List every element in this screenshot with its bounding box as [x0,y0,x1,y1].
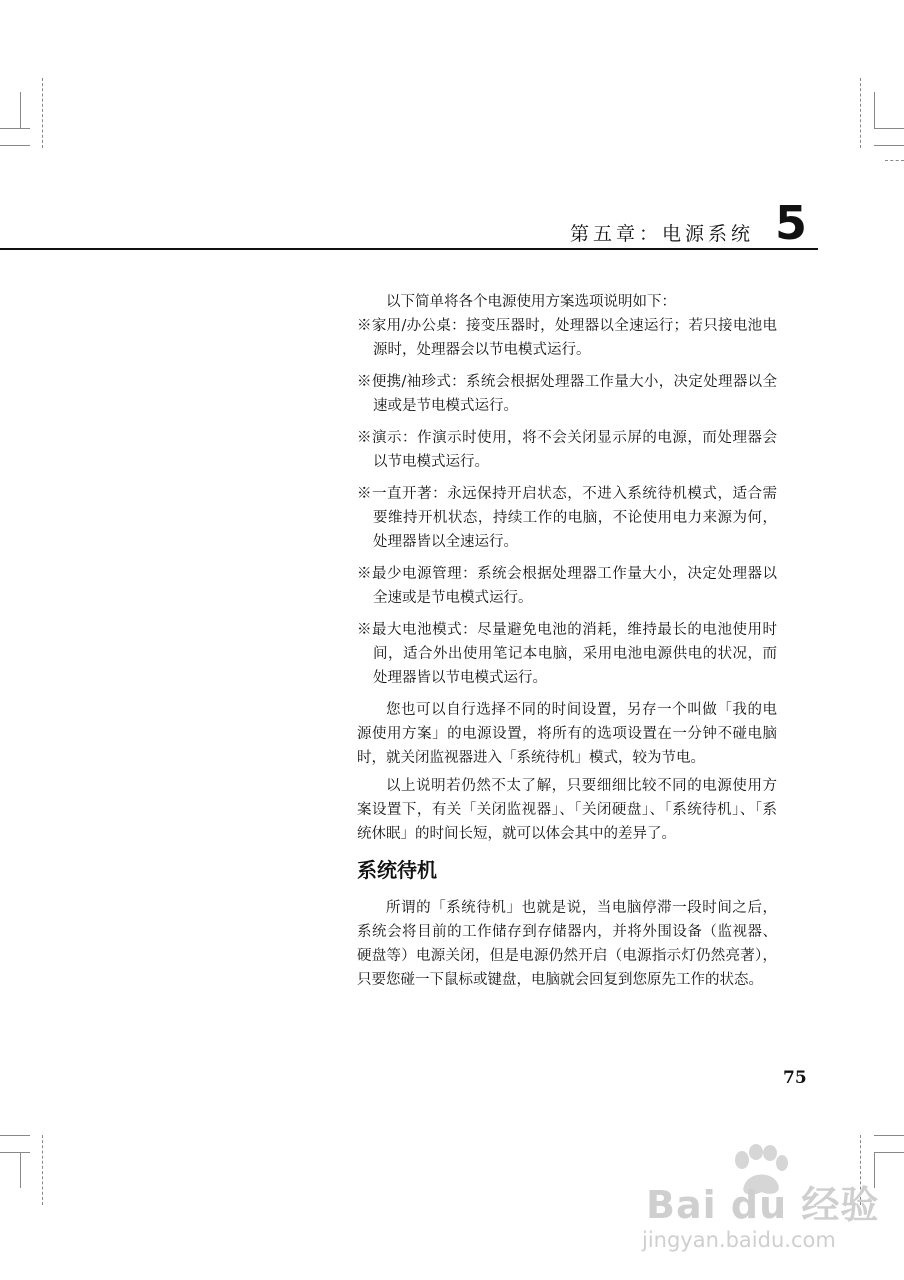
crop-mark [20,92,21,128]
list-item: ※一直开著：永远保持开启状态，不进入系统待机模式，适合需要维持开机状态，持续工作的电脑，不论使用电力来源为何，处理器皆以全速运行。 [357,486,777,550]
list-item: ※演示：作演示时使用，将不会关闭显示屏的电源，而处理器会以节电模式运行。 [357,430,777,470]
page-number: 75 [783,1068,807,1088]
chapter-title: 第五章：电源系统 [569,223,754,245]
watermark [640,1140,880,1270]
watermark-brand: Bai du 经验 [646,1183,880,1227]
chapter-number: 5 [775,196,808,250]
crop-mark [20,1152,21,1188]
crop-mark [874,145,904,146]
crop-mark [42,78,43,148]
crop-mark [874,1152,904,1153]
watermark-url: jingyan.baidu.com [642,1228,836,1252]
crop-mark [0,128,30,129]
crop-mark [0,145,30,146]
intro-text: 以下简单将各个电源使用方案选项说明如下： [386,294,676,310]
crop-mark [874,92,875,128]
list-item: ※便携/袖珍式：系统会根据处理器工作量大小，决定处理器以全速或是节电模式运行。 [357,374,777,414]
list-item: ※最大电池模式：尽量避免电池的消耗，维持最长的电池使用时间，适合外出使用笔记本电脑，采用电池电源供电的状况，而处理器皆以节电模式运行。 [357,622,777,686]
crop-mark [0,1152,30,1153]
crop-mark [42,1135,43,1205]
crop-mark [874,1135,904,1136]
crop-mark [860,78,861,148]
crop-mark [874,128,904,129]
page-content [357,290,777,996]
paragraph: 以上说明若仍然不太了解，只要细细比较不同的电源使用方案设置下，有关「关闭监视器」、「关闭硬盘」、「系统待机」、「系统休眠」的时间长短，就可以体会其中的差异了。 [357,778,777,842]
section-heading: 系统待机 [357,858,437,882]
paragraph: 所谓的「系统待机」也就是说，当电脑停滞一段时间之后，系统会将目前的工作储存到存储器内，并将外围设备（监视器、硬盘等）电源关闭，但是电源仍然开启（电源指示灯仍然亮著），只要您碰一下鼠标或键盘，电脑就会回复到您原先工作的状态。 [357,900,777,988]
header-rule [0,248,818,250]
crop-mark [0,1135,30,1136]
crop-mark [885,160,904,161]
list-item: ※最少电源管理：系统会根据处理器工作量大小，决定处理器以全速或是节电模式运行。 [357,566,777,606]
paragraph: 您也可以自行选择不同的时间设置，另存一个叫做「我的电源使用方案」的电源设置，将所有的选项设置在一分钟不碰电脑时，就关闭监视器进入「系统待机」模式，较为节电。 [357,702,777,766]
list-item: ※家用/办公桌：接变压器时，处理器以全速运行；若只接电池电源时，处理器会以节电模式运行。 [357,318,777,358]
